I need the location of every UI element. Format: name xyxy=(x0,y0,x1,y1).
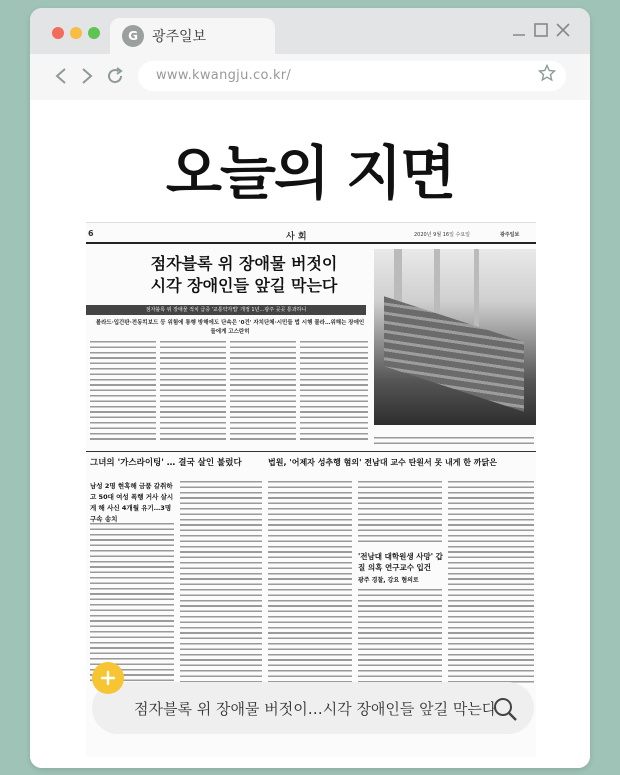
address-toolbar xyxy=(30,54,590,100)
story2-subhead: 남성 2명 현혹해 금품 갈취하고 50대 여성 폭행 거사 살시게 해 사신 4개월 유기…3명 구속 송치 xyxy=(90,482,174,523)
story3-text-column xyxy=(358,481,442,543)
url-text: www.kwangju.co.kr/ xyxy=(156,68,292,83)
lead-title-line1: 점자블록 위 장애물 버젓이 xyxy=(150,254,338,273)
photo-post xyxy=(474,249,479,329)
lead-story-title xyxy=(114,253,374,297)
browser-window xyxy=(30,8,590,768)
lead-text-column xyxy=(300,341,368,441)
paper-section: 사 회 xyxy=(286,232,307,242)
search-query: 점자블록 위 장애물 버젓이…시각 장애인들 앞길 막는다 xyxy=(134,700,497,718)
paper-date: 2020년 9월 16일 수요일 xyxy=(414,232,471,238)
maximize-dot[interactable] xyxy=(88,27,100,39)
story2-title: 그녀의 '가스라이팅' … 결국 살인 불렀다 xyxy=(90,458,242,468)
paper-header xyxy=(86,229,536,243)
lead-story-subhead: 볼라드·입간판·전동킥보드 등 위험에 통행 방해에도 단속은 '0건' 자치단체·시민들 법 시행 몰라…위해는 장애인들에게 고스란히 xyxy=(95,320,365,335)
paper-page-number: 6 xyxy=(88,229,94,238)
title-bar xyxy=(30,8,590,54)
close-dot[interactable] xyxy=(52,27,64,39)
lead-text-column xyxy=(160,341,226,441)
newspaper-page-image[interactable] xyxy=(86,222,536,757)
story2-text-column xyxy=(180,481,262,683)
page-headline: 오늘의 지면 xyxy=(165,139,455,207)
reload-icon[interactable] xyxy=(102,62,128,90)
story4-subhead: 광주 경찰, 강요 혐의로 xyxy=(358,577,419,584)
bookmark-star-icon[interactable] xyxy=(538,64,556,87)
browser-tab[interactable] xyxy=(110,18,275,54)
window-maximize-icon[interactable] xyxy=(530,18,552,42)
story4-text-column xyxy=(358,589,442,683)
story3-text-column xyxy=(268,481,352,683)
lead-text-column xyxy=(230,341,296,441)
lead-story-deck: 점자블록 위 장애물 적치 급증 '교통약자법' 개정 1년…광주 곳곳 통과하니 xyxy=(86,305,366,315)
story3-text-column xyxy=(448,481,534,683)
url-field[interactable] xyxy=(138,61,566,91)
site-favicon-icon: G xyxy=(122,25,144,47)
search-icon[interactable] xyxy=(492,696,518,722)
tab-title: 광주일보 xyxy=(152,29,207,45)
window-minimize-icon[interactable] xyxy=(508,18,530,42)
window-close-icon[interactable] xyxy=(552,18,574,42)
search-bar[interactable] xyxy=(92,682,534,734)
back-icon[interactable] xyxy=(48,62,74,90)
add-plus-icon[interactable] xyxy=(92,662,124,694)
story3-title: 법원, '어제자 성추행 혐의' 전남대 교수 탄원서 못 내게 한 까닭은 xyxy=(268,458,497,467)
paper-header-rule xyxy=(86,242,536,244)
minimize-dot[interactable] xyxy=(70,27,82,39)
paper-masthead: 광주일보 xyxy=(500,232,520,238)
lead-text-column xyxy=(90,341,156,441)
section-divider xyxy=(86,451,536,452)
story2-text-column xyxy=(90,523,174,683)
page-content xyxy=(30,100,590,768)
photo-caption xyxy=(374,437,534,447)
lead-story-photo xyxy=(374,249,536,425)
forward-icon[interactable] xyxy=(74,62,100,90)
lead-title-line2: 시각 장애인들 앞길 막는다 xyxy=(150,276,338,295)
photo-bench xyxy=(384,296,524,411)
story4-title: '전남대 대학원생 사망' 갑질 의혹 연구교수 입건 xyxy=(358,552,443,572)
